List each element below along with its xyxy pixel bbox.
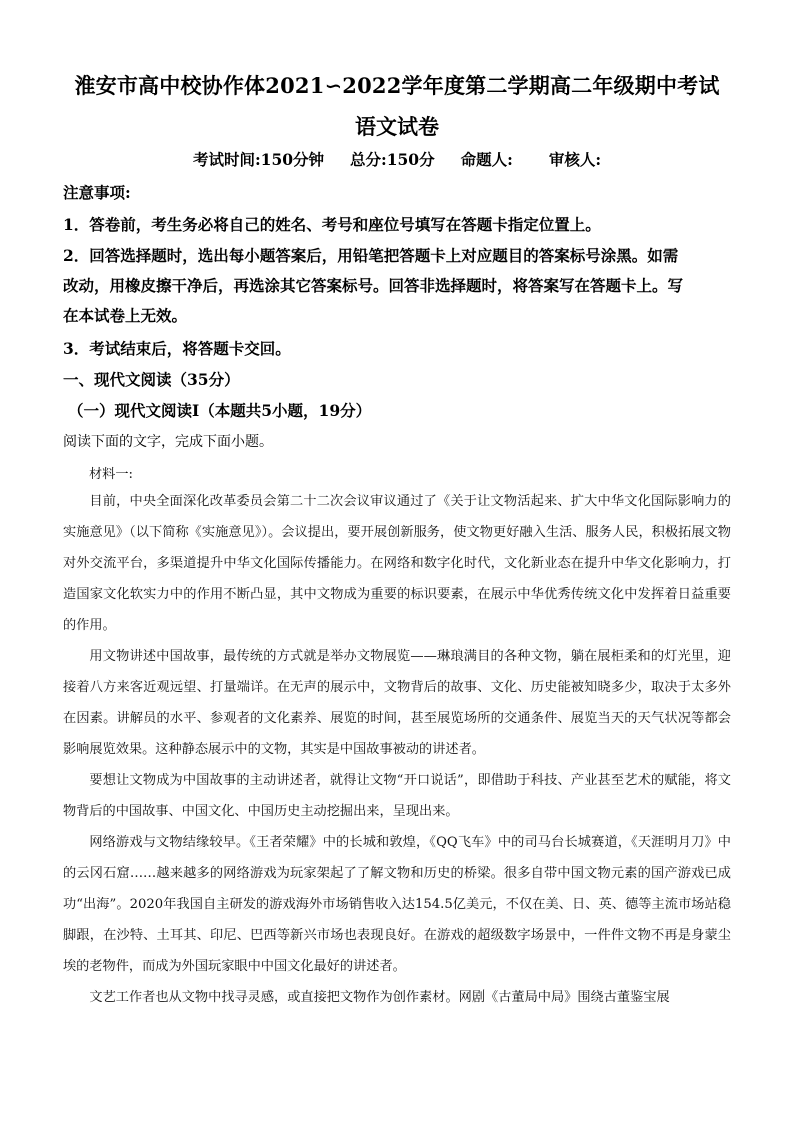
exam-time: 考试时间:150分钟 bbox=[192, 150, 325, 169]
notice-item-1: 1．答卷前，考生务必将自己的姓名、考号和座位号填写在答题卡指定位置上。 bbox=[63, 215, 601, 234]
material-paragraph: 用文物讲述中国故事，最传统的方式就是举办文物展览——琳琅满目的各种文物，躺在展柜柔和的灯光里，迎接着八方来客近观远望、打量端详。在无声的展示中，文物背后的故事、文化、历史能被知晓多少，取决于太多外在因素。讲解员的水平、参观者的文化素养、展览的时间，甚至展览场所的交通条件、展览当天的天气状况等都会影响展览效果。这种静态展示中的文物，其实是中国故事被动的讲述者。 bbox=[63, 649, 731, 757]
reviewer: 审核人: bbox=[548, 150, 602, 169]
exam-subject-title: 语文试卷 bbox=[355, 114, 439, 139]
notice-item-2-line-2: 改动，用橡皮擦干净后，再选涂其它答案标号。回答非选择题时，将答案写在答题卡上。写 bbox=[63, 276, 684, 295]
section-heading: 一、现代文阅读（35分） bbox=[63, 370, 240, 389]
reading-instruction: 阅读下面的文字，完成下面小题。 bbox=[63, 434, 273, 450]
notice-item-2-line-3: 在本试卷上无效。 bbox=[63, 306, 188, 325]
material-paragraph: 文艺工作者也从文物中找寻灵感，或直接把文物作为创作素材。网剧《古董局中局》围绕古董鉴宝展 bbox=[89, 990, 670, 1005]
notice-item-3: 3．考试结束后，将答题卡交回。 bbox=[63, 339, 291, 358]
notice-heading: 注意事项: bbox=[63, 183, 131, 202]
material-paragraph: 要想让文物成为中国故事的主动讲述者，就得让文物“开口说话”，即借助于科技、产业甚至艺术的赋能，将文物背后的中国故事、中国文化、中国历史主动挖掘出来，呈现出来。 bbox=[63, 773, 731, 819]
total-score: 总分:150分 bbox=[350, 150, 435, 169]
material-text bbox=[63, 486, 731, 1013]
exam-title: 淮安市高中校协作体2021∽2022学年度第二学期高二年级期中考试 bbox=[74, 73, 720, 98]
material-paragraph: 网络游戏与文物结缘较早。《王者荣耀》中的长城和敦煌，《QQ飞车》中的司马台长城赛道，《天涯明月刀》中的云冈石窟……越来越多的网络游戏为玩家架起了了解文物和历史的桥梁。很多自带中国文物元素的国产游戏已成功“出海”。2020年我国自主研发的游戏海外市场销售收入达154.5亿美元，不仅在美、日、英、德等主流市场站稳脚跟，在沙特、土耳其、印尼、巴西等新兴市场也表现良好。在游戏的超级数字场景中，一件件文物不再是身蒙尘埃的老物件，而成为外国玩家眼中中国文化最好的讲述者。 bbox=[63, 835, 731, 974]
notice-item-2-line-1: 2．回答选择题时，选出每小题答案后，用铅笔把答题卡上对应题目的答案标号涂黑。如需 bbox=[63, 246, 679, 265]
material-label: 材料一: bbox=[89, 467, 134, 482]
exam-meta bbox=[0, 148, 794, 170]
material-paragraph: 目前，中央全面深化改革委员会第二十二次会议审议通过了《关于让文物活起来、扩大中华文化国际影响力的实施意见》（以下简称《实施意见》）。会议提出，要开展创新服务，使文物更好融入生活、服务人民，积极拓展文物对外交流平台，多渠道提升中华文化国际传播能力。在网络和数字化时代，文化新业态在提升中华文化影响力，打造国家文化软实力中的作用不断凸显，其中文物成为重要的标识要素，在展示中华优秀传统文化中发挥着日益重要的作用。 bbox=[63, 494, 731, 633]
question-setter: 命题人: bbox=[460, 150, 513, 169]
subsection-heading: （一）现代文阅读Ⅰ（本题共5小题，19分） bbox=[68, 401, 372, 420]
